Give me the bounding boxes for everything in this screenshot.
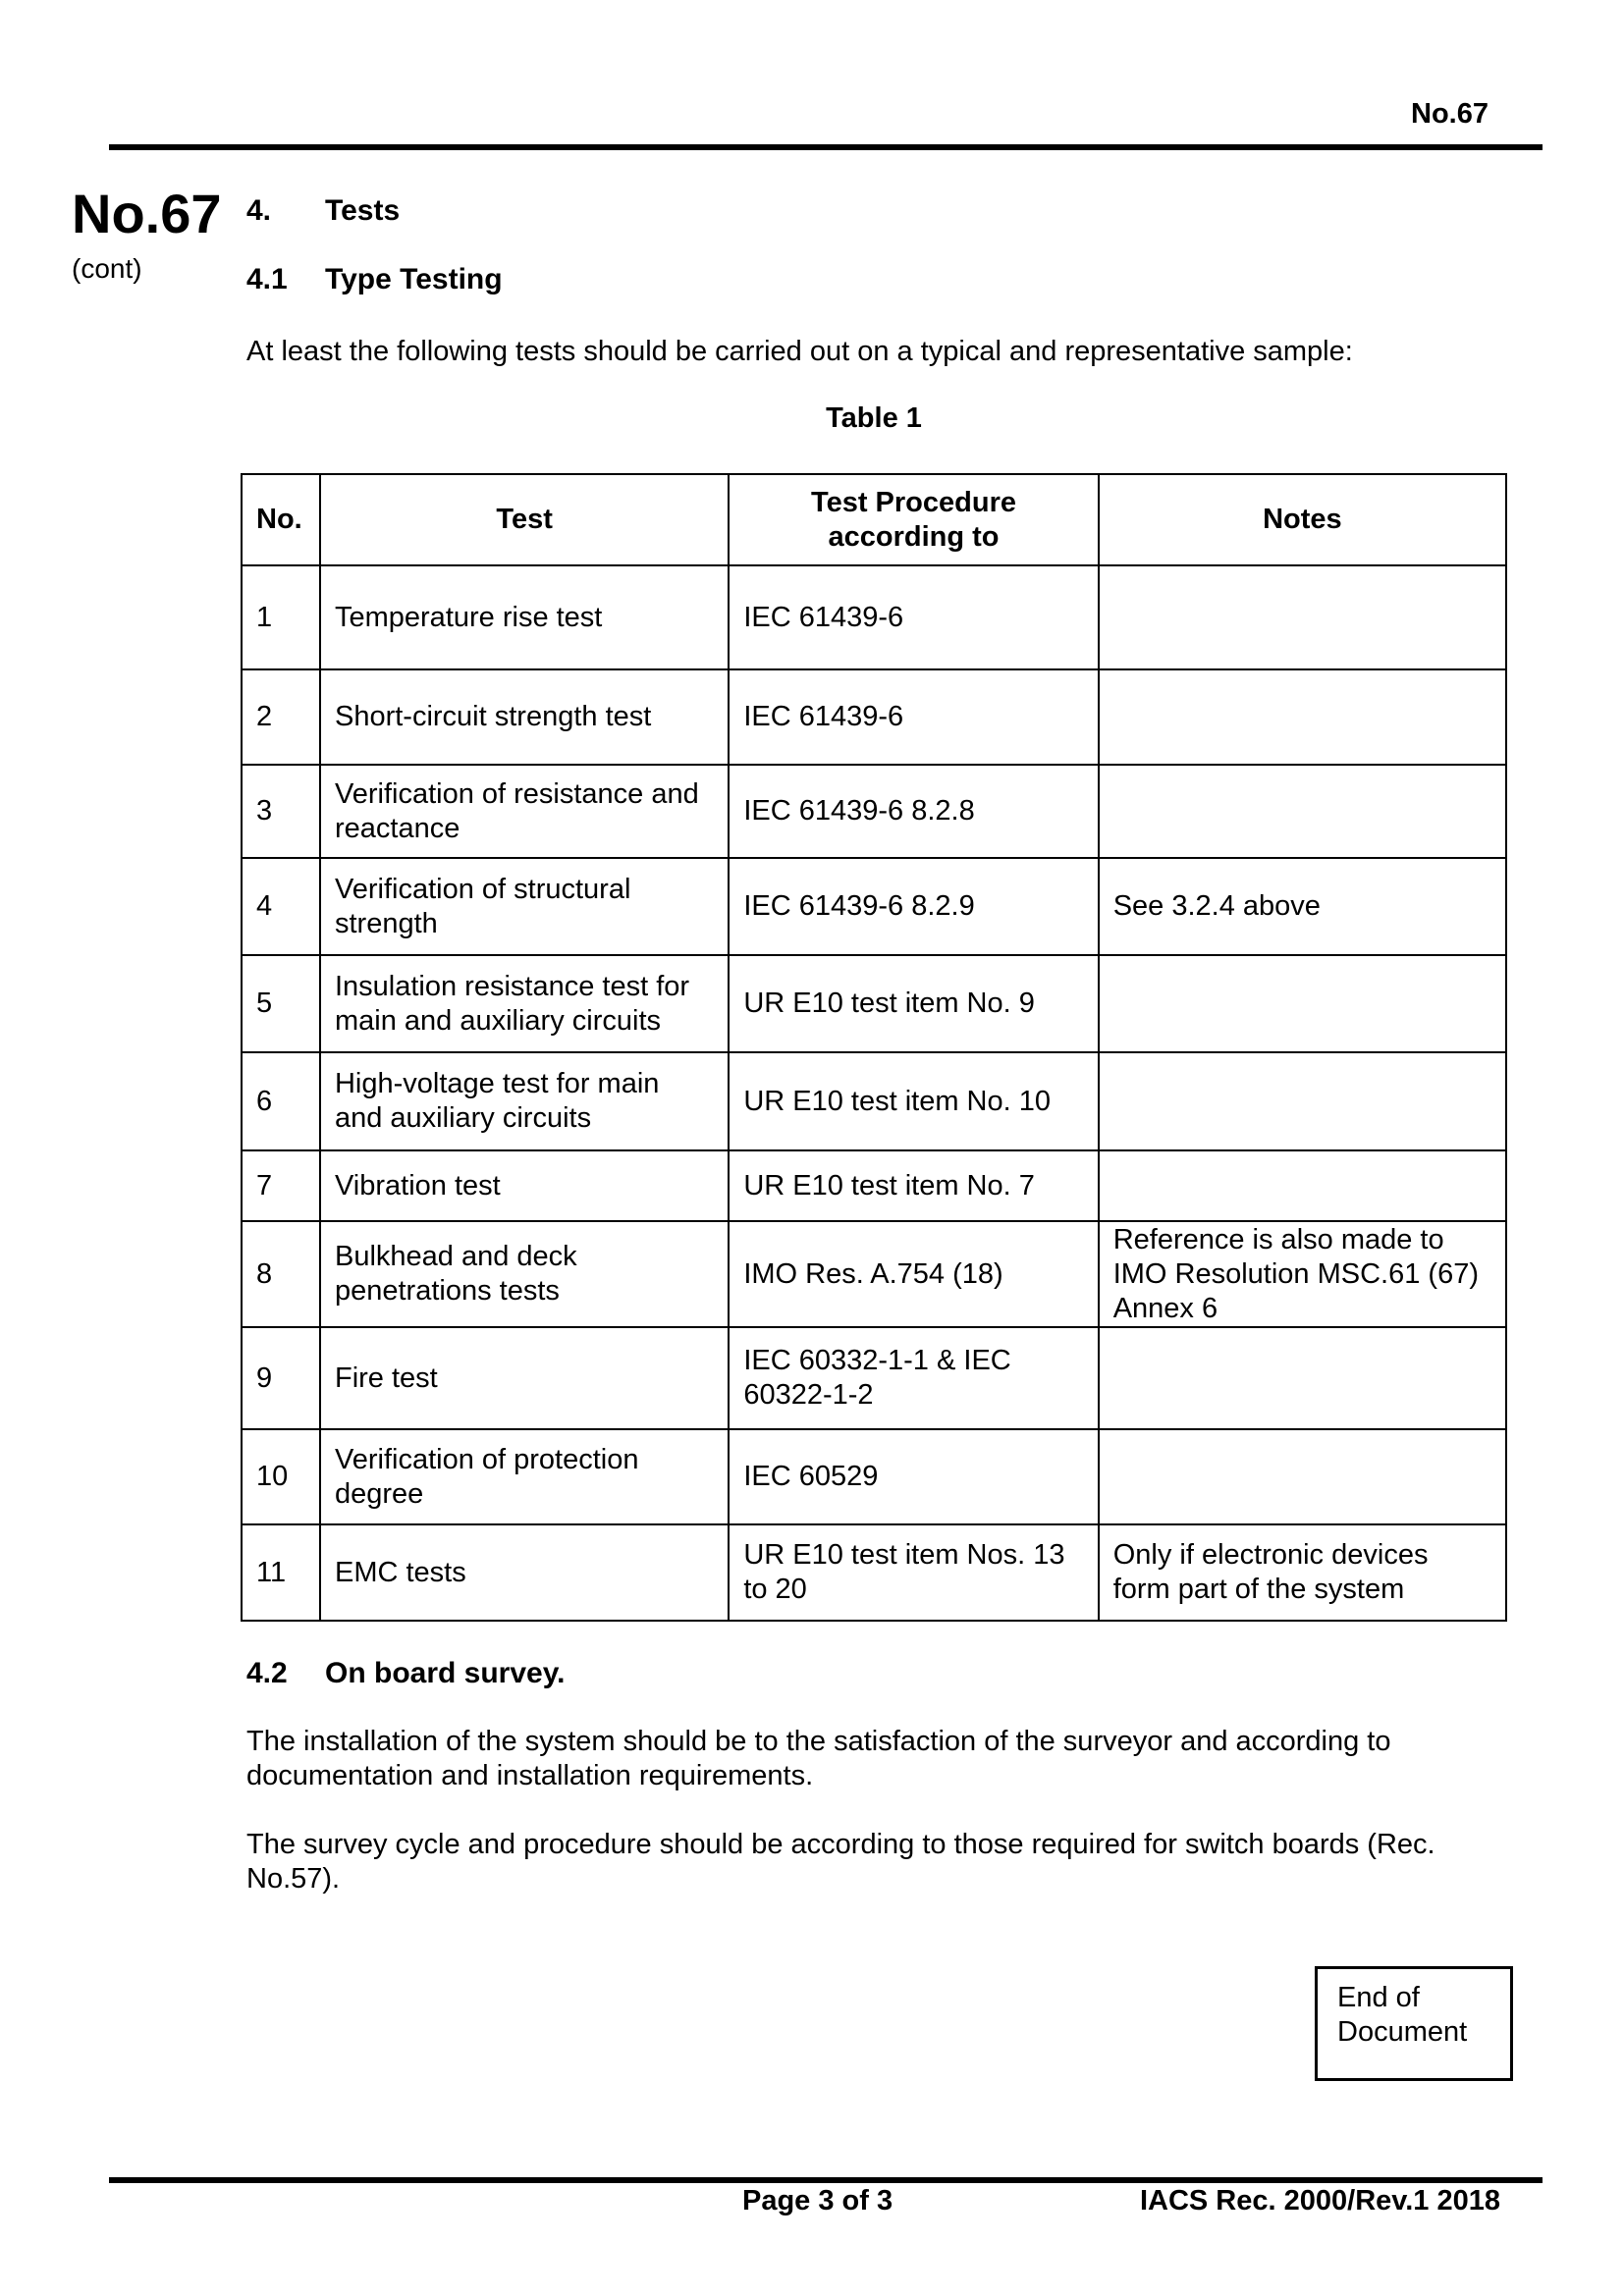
cell-no: 10 [242, 1429, 320, 1524]
cell-no: 5 [242, 955, 320, 1052]
section-4-2-number: 4.2 [246, 1657, 288, 1689]
col-header-procedure: Test Procedure according to [729, 474, 1098, 565]
header-doc-number: No.67 [1411, 98, 1489, 130]
footer-rule [109, 2177, 1543, 2183]
cell-procedure: IEC 60332-1-1 & IEC 60322-1-2 [729, 1327, 1098, 1429]
cell-no: 1 [242, 565, 320, 669]
cell-notes [1099, 1150, 1506, 1221]
cell-test: Verification of resistance and reactance [320, 765, 729, 858]
cell-test: EMC tests [320, 1524, 729, 1621]
cell-notes [1099, 1052, 1506, 1150]
cell-procedure: UR E10 test item No. 10 [729, 1052, 1098, 1150]
table-row [242, 1429, 1506, 1524]
cell-no: 11 [242, 1524, 320, 1621]
table-row [242, 765, 1506, 858]
cell-no: 4 [242, 858, 320, 955]
table-row [242, 1221, 1506, 1327]
cell-procedure: IEC 61439-6 8.2.8 [729, 765, 1098, 858]
cell-test: Fire test [320, 1327, 729, 1429]
section-4-2-paragraph-2: The survey cycle and procedure should be according to those required for switch boards (Rec. No.57). [246, 1829, 1435, 1895]
table-row [242, 669, 1506, 765]
cell-procedure: IEC 61439-6 [729, 669, 1098, 765]
table-row [242, 1052, 1506, 1150]
cell-procedure: UR E10 test item No. 7 [729, 1150, 1098, 1221]
table-caption: Table 1 [826, 402, 922, 434]
table-row [242, 858, 1506, 955]
section-4-1-number: 4.1 [246, 263, 288, 295]
cell-test: Verification of protection degree [320, 1429, 729, 1524]
cell-no: 9 [242, 1327, 320, 1429]
section-4-1-heading [246, 263, 503, 296]
table-row [242, 955, 1506, 1052]
tests-table [241, 473, 1507, 1622]
cell-test: Bulkhead and deck penetrations tests [320, 1221, 729, 1327]
footer-page-number: Page 3 of 3 [742, 2185, 893, 2216]
table-row [242, 1524, 1506, 1621]
cell-procedure: UR E10 test item No. 9 [729, 955, 1098, 1052]
cell-notes [1099, 765, 1506, 858]
cell-test: Temperature rise test [320, 565, 729, 669]
cell-procedure: IEC 61439-6 8.2.9 [729, 858, 1098, 955]
section-4-1-title: Type Testing [325, 263, 503, 295]
table-row [242, 1150, 1506, 1221]
section-4-1-intro: At least the following tests should be carried out on a typical and representative sample: [246, 336, 1353, 367]
cell-procedure: IEC 60529 [729, 1429, 1098, 1524]
section-4-2-paragraph-1: The installation of the system should be to the satisfaction of the surveyor and according to documentation and installation requirements. [246, 1726, 1391, 1791]
col-header-notes: Notes [1099, 474, 1506, 565]
cell-notes [1099, 1327, 1506, 1429]
cell-notes [1099, 565, 1506, 669]
end-of-document-box: End of Document [1315, 1966, 1513, 2081]
cell-notes: Reference is also made to IMO Resolution MSC.61 (67) Annex 6 [1099, 1221, 1506, 1327]
cell-no: 8 [242, 1221, 320, 1327]
cell-procedure: IEC 61439-6 [729, 565, 1098, 669]
table-row [242, 1327, 1506, 1429]
cell-no: 3 [242, 765, 320, 858]
col-header-no: No. [242, 474, 320, 565]
cell-notes [1099, 1429, 1506, 1524]
table-row [242, 565, 1506, 669]
footer-document-reference: IACS Rec. 2000/Rev.1 2018 [1139, 2185, 1500, 2216]
section-4-number: 4. [246, 194, 272, 227]
section-4-2-title: On board survey. [325, 1657, 566, 1689]
section-4-2-heading [246, 1657, 566, 1690]
cell-notes: See 3.2.4 above [1099, 858, 1506, 955]
cell-test: Short-circuit strength test [320, 669, 729, 765]
col-header-test: Test [320, 474, 729, 565]
cell-procedure: UR E10 test item Nos. 13 to 20 [729, 1524, 1098, 1621]
cell-no: 6 [242, 1052, 320, 1150]
cell-test: High-voltage test for main and auxiliary circuits [320, 1052, 729, 1150]
side-doc-number: No.67 [72, 183, 222, 244]
cell-no: 7 [242, 1150, 320, 1221]
table-header-row [242, 474, 1506, 565]
header-rule [109, 144, 1543, 150]
cell-notes: Only if electronic devices form part of the system [1099, 1524, 1506, 1621]
cell-test: Verification of structural strength [320, 858, 729, 955]
cell-test: Insulation resistance test for main and auxiliary circuits [320, 955, 729, 1052]
section-4-heading [246, 194, 400, 228]
section-4-title: Tests [325, 194, 401, 227]
side-cont-label: (cont) [72, 253, 142, 284]
cell-notes [1099, 955, 1506, 1052]
cell-no: 2 [242, 669, 320, 765]
cell-notes [1099, 669, 1506, 765]
cell-test: Vibration test [320, 1150, 729, 1221]
cell-procedure: IMO Res. A.754 (18) [729, 1221, 1098, 1327]
